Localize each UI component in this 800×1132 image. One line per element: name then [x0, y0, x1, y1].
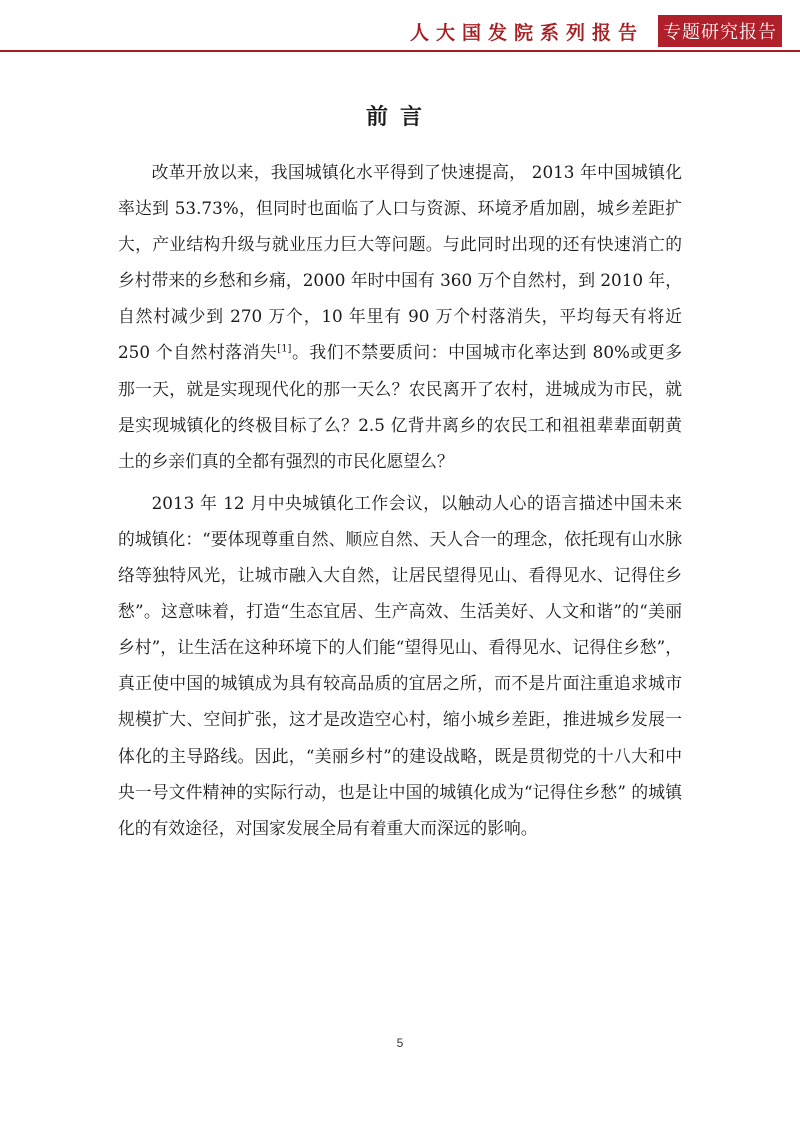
citation-ref[interactable]: [1] [277, 343, 292, 355]
series-title: 人大国发院系列报告 [409, 21, 644, 44]
report-header [410, 14, 782, 48]
paragraph-text: 改革开放以来，我国城镇化水平得到了快速提高， 2013 年中国城镇化率达到 53.73%，但同时也面临了人口与资源、环境矛盾加剧，城乡差距扩大，产业结构升级与就业压力巨大等问题。与此同时出现的还有快速消亡的乡村带来的乡愁和乡痛，2000 年时中国有 360 万个自然村，到 2010 年，自然村减少到 270 万个，10 年里有 90 万个村落消失，平均每天有将近 250 个自然村落消失 [118, 162, 682, 363]
page-title: 前言 [365, 104, 434, 130]
body-text [118, 154, 682, 846]
header-divider [0, 50, 800, 52]
paragraph-text: 。我们不禁要质问：中国城市化率达到 80%或更多那一天，就是实现现代化的那一天么？农民离开了农村，进城成为市民，就是实现城镇化的终极目标了么？2.5 亿背井离乡的农民工和祖祖辈辈面朝黄土的乡亲们真的全都有强烈的市民化愿望么？ [118, 342, 682, 471]
page-number: 5 [396, 1036, 404, 1050]
paragraph: 2013 年 12 月中央城镇化工作会议，以触动人心的语言描述中国未来的城镇化：“要体现尊重自然、顺应自然、天人合一的理念，依托现有山水脉络等独特风光，让城市融入大自然，让居民望得见山、看得见水、记得住乡愁”。这意味着，打造“生态宜居、生产高效、生活美好、人文和谐”的“美丽乡村”，让生活在这种环境下的人们能“望得见山、看得见水、记得住乡愁”，真正使中国的城镇成为具有较高品质的宜居之所，而不是片面注重追求城市规模扩大、空间扩张，这才是改造空心村，缩小城乡差距，推进城乡发展一体化的主导路线。因此，“美丽乡村”的建设战略，既是贯彻党的十八大和中央一号文件精神的实际行动，也是让中国的城镇化成为“记得住乡愁” 的城镇化的有效途径，对国家发展全局有着重大而深远的影响。 [118, 492, 682, 838]
paragraph [118, 154, 682, 479]
report-type-badge: 专题研究报告 [658, 15, 782, 47]
